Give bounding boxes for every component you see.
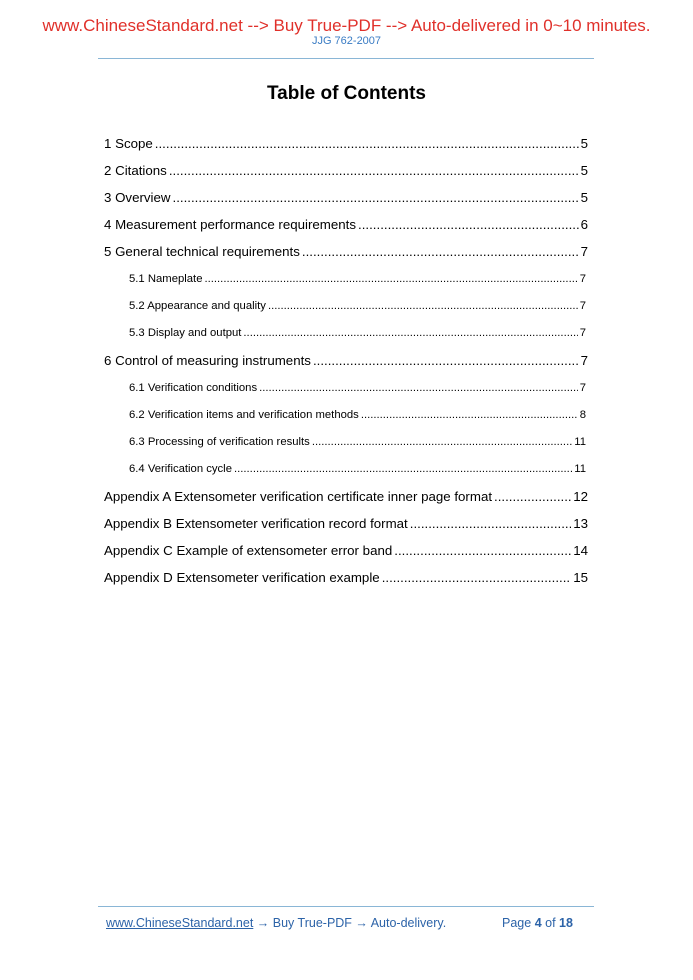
toc-leader-dots	[312, 435, 572, 449]
toc-entry-label: Appendix C Example of extensometer error band	[104, 543, 393, 558]
toc-entry-label: 5.1 Nameplate	[129, 273, 203, 285]
toc-entry-page: 15	[573, 570, 588, 585]
toc-entry-appearance-quality[interactable]	[129, 299, 586, 313]
toc-entry-page: 7	[579, 300, 586, 312]
toc-entry-page: 12	[573, 489, 588, 504]
toc-leader-dots	[259, 381, 578, 395]
toc-leader-dots	[410, 516, 571, 532]
toc-entry-page: 5	[580, 190, 588, 205]
footer-site-link[interactable]: www.ChineseStandard.net	[106, 916, 254, 930]
toc-entry-verification-items[interactable]	[129, 408, 586, 422]
toc-entry-control-instruments[interactable]	[104, 353, 588, 369]
toc-leader-dots	[268, 299, 578, 313]
document-code: JJG 762-2007	[311, 35, 382, 47]
toc-entry-overview[interactable]	[104, 190, 588, 206]
toc-entry-label: 5.3 Display and output	[129, 327, 242, 339]
page-total: 18	[559, 916, 573, 930]
footer-promo-text: → Buy True-PDF → Auto-delivery.	[253, 916, 447, 930]
toc-entry-verification-cycle[interactable]	[129, 462, 586, 476]
footer-divider	[98, 906, 594, 907]
toc-entry-label: 6.2 Verification items and verification methods	[129, 409, 359, 421]
toc-entry-page: 7	[580, 244, 588, 259]
toc-entry-label: 4 Measurement performance requirements	[104, 217, 357, 232]
toc-entry-appendix-d[interactable]	[104, 570, 588, 586]
toc-leader-dots	[302, 244, 579, 260]
toc-entry-label: 5.2 Appearance and quality	[129, 300, 266, 312]
toc-entry-label: 1 Scope	[104, 136, 153, 151]
toc-entry-page: 11	[574, 463, 586, 475]
toc-entry-page: 5	[580, 136, 588, 151]
toc-entry-appendix-c[interactable]	[104, 543, 588, 559]
toc-leader-dots	[169, 163, 579, 179]
toc-leader-dots	[243, 326, 577, 340]
toc-entry-label: 6.1 Verification conditions	[129, 382, 258, 394]
toc-entry-page: 7	[579, 273, 586, 285]
top-banner[interactable]: www.ChineseStandard.net --> Buy True-PDF --> Auto-delivered in 0~10 minutes.	[42, 16, 651, 35]
toc-entry-label: 3 Overview	[104, 190, 171, 205]
toc-title: Table of Contents	[266, 83, 427, 104]
toc-entry-page: 6	[580, 217, 588, 232]
toc-leader-dots	[382, 570, 572, 586]
toc-entry-label: Appendix A Extensometer verification certificate inner page format	[104, 489, 493, 504]
toc-entry-label: 2 Citations	[104, 163, 167, 178]
toc-entry-page: 13	[573, 516, 588, 531]
toc-entry-page: 14	[573, 543, 588, 558]
toc-leader-dots	[173, 190, 579, 206]
toc-leader-dots	[155, 136, 579, 152]
toc-entry-citations[interactable]	[104, 163, 588, 179]
toc-entry-page: 5	[580, 163, 588, 178]
of-word: of	[545, 916, 556, 930]
header-divider	[98, 58, 594, 59]
toc-entry-label: Appendix B Extensometer verification record format	[104, 516, 408, 531]
toc-entry-page: 7	[580, 353, 588, 368]
page-current: 4	[534, 916, 542, 930]
toc-entry-label: 5 General technical requirements	[104, 244, 300, 259]
toc-entry-processing-results[interactable]	[129, 435, 586, 449]
toc-entry-scope[interactable]	[104, 136, 588, 152]
toc-entry-page: 7	[579, 382, 586, 394]
toc-entry-page: 7	[579, 327, 586, 339]
toc-leader-dots	[394, 543, 571, 559]
toc-entry-appendix-b[interactable]	[104, 516, 588, 532]
toc-leader-dots	[313, 353, 579, 369]
toc-entry-label: 6 Control of measuring instruments	[104, 353, 311, 368]
footer-promo	[106, 916, 446, 931]
page-word: Page	[502, 916, 532, 930]
toc-leader-dots	[204, 272, 577, 286]
toc-entry-nameplate[interactable]	[129, 272, 586, 286]
toc-entry-label: Appendix D Extensometer verification example	[104, 570, 380, 585]
toc-leader-dots	[361, 408, 578, 422]
toc-leader-dots	[234, 462, 572, 476]
toc-leader-dots	[494, 489, 571, 505]
toc-entry-label: 6.4 Verification cycle	[129, 463, 232, 475]
toc-entry-display-output[interactable]	[129, 326, 586, 340]
toc-entry-measurement-performance[interactable]	[104, 217, 588, 233]
toc-entry-verification-conditions[interactable]	[129, 381, 586, 395]
toc-entry-label: 6.3 Processing of verification results	[129, 436, 310, 448]
toc-entry-page: 11	[574, 436, 586, 448]
toc-entry-page: 8	[579, 409, 586, 421]
toc-entry-general-technical[interactable]	[104, 244, 588, 260]
page-indicator	[502, 916, 573, 931]
toc-leader-dots	[358, 217, 579, 233]
toc-entry-appendix-a[interactable]	[104, 489, 588, 505]
